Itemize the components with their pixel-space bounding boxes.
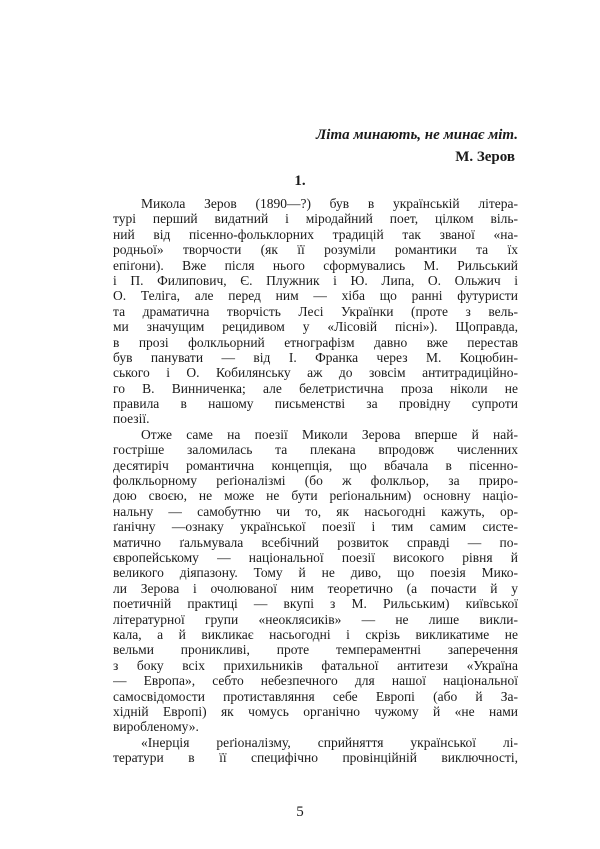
body-text xyxy=(113,196,518,765)
text-line: і П. Филипович, Є. Плужник і Ю. Липа, О. Ольжич і xyxy=(113,272,518,288)
text-line: нальну — самобутню чи то, як насьогодні кажуть, ор- xyxy=(113,503,518,519)
text-line: правила в нашому письменстві за провідну супроти xyxy=(113,396,518,412)
text-line: хідній Европі) як чомусь органічно чужому й «не нами xyxy=(113,703,518,719)
paragraph xyxy=(113,735,518,766)
epigraph-quote: Літа минають, не минає міт. xyxy=(316,127,518,143)
page-number: 5 xyxy=(296,804,304,820)
text-line: кала, а й викликає насьогодні і скрізь викликатиме не xyxy=(113,626,518,642)
text-line: в прозі фолкльорний етнографізм давно вже перестав xyxy=(113,334,518,350)
text-line: О. Теліга, але перед ним — хіба що ранні футуристи xyxy=(113,288,518,304)
text-line: ського і О. Кобилянську аж до зовсім антитрадиційно- xyxy=(113,365,518,381)
text-line: поетичній практиці — вкупі з М. Рильським) київської xyxy=(113,596,518,612)
text-line: великого діяпазону. Тому й не диво, що поезія Мико- xyxy=(113,565,518,581)
text-line: го В. Винниченка; але белетристична проза ніколи не xyxy=(113,380,518,396)
text-line: був панувати — від І. Франка через М. Коцюбин- xyxy=(113,349,518,365)
text-line: ми значущим рецидивом у «Лісовій пісні»). Щоправда, xyxy=(113,319,518,335)
text-line: з боку всіх прихильників фатальної антитези «Україна xyxy=(113,657,518,673)
text-line: дою своєю, не може не бути реґіональним) основну націо- xyxy=(113,488,518,504)
text-line: поезії. xyxy=(113,411,150,427)
text-line: «Інерція реґіоналізму, сприйняття української лі- xyxy=(141,734,518,750)
text-line: родньої» творчости (як її розуміли романтики та їх xyxy=(113,242,518,258)
text-line: десятиріч романтична концепція, що вбачала в пісенно- xyxy=(113,457,518,473)
text-line: ґанічну —ознаку української поезії і тим самим систе- xyxy=(113,519,518,535)
epigraph-author: М. Зеров xyxy=(455,149,515,165)
section-number: 1. xyxy=(294,173,306,189)
text-line: Отже саме на поезії Миколи Зерова вперше й най- xyxy=(141,426,518,442)
text-line: літературної групи «неоклясиків» — не лише викли- xyxy=(113,611,518,627)
text-line: Микола Зеров (1890—?) був в українській літера- xyxy=(141,196,518,211)
text-line: європейському — національної поезії високого рівня й xyxy=(113,549,518,565)
text-line: гостріше заломилась та плекана впродовж численних xyxy=(113,442,518,458)
text-line: турі перший видатний і міродайний поет, цілком віль- xyxy=(113,211,518,227)
paragraph xyxy=(113,196,518,427)
text-line: ний від пісенно-фольклорних традицій так званої «на- xyxy=(113,226,518,242)
paragraph xyxy=(113,427,518,735)
text-line: ли Зерова і очолюваної ним теоретично (а почасти й у xyxy=(113,580,518,596)
text-line: епіґони). Вже після нього сформувались М. Рильський xyxy=(113,257,518,273)
text-line: вельми проникливі, проте темпераментні заперечення xyxy=(113,642,518,658)
text-line: тератури в її специфічно провінційній виключності, xyxy=(113,750,518,766)
text-line: матично ґальмувала всебічний розвиток справді — по- xyxy=(113,534,518,550)
text-line: фолкльорному реґіоналізмі (бо ж фолкльор, за приро- xyxy=(113,473,518,489)
text-line: самосвідомости протиставляння себе Европі (або й За- xyxy=(113,688,518,704)
text-line: та драматична творчість Лесі Українки (проте з вель- xyxy=(113,303,518,319)
text-line: виробленому». xyxy=(113,719,199,735)
text-line: — Европа», себто небезпечного для нашої національної xyxy=(113,673,518,689)
